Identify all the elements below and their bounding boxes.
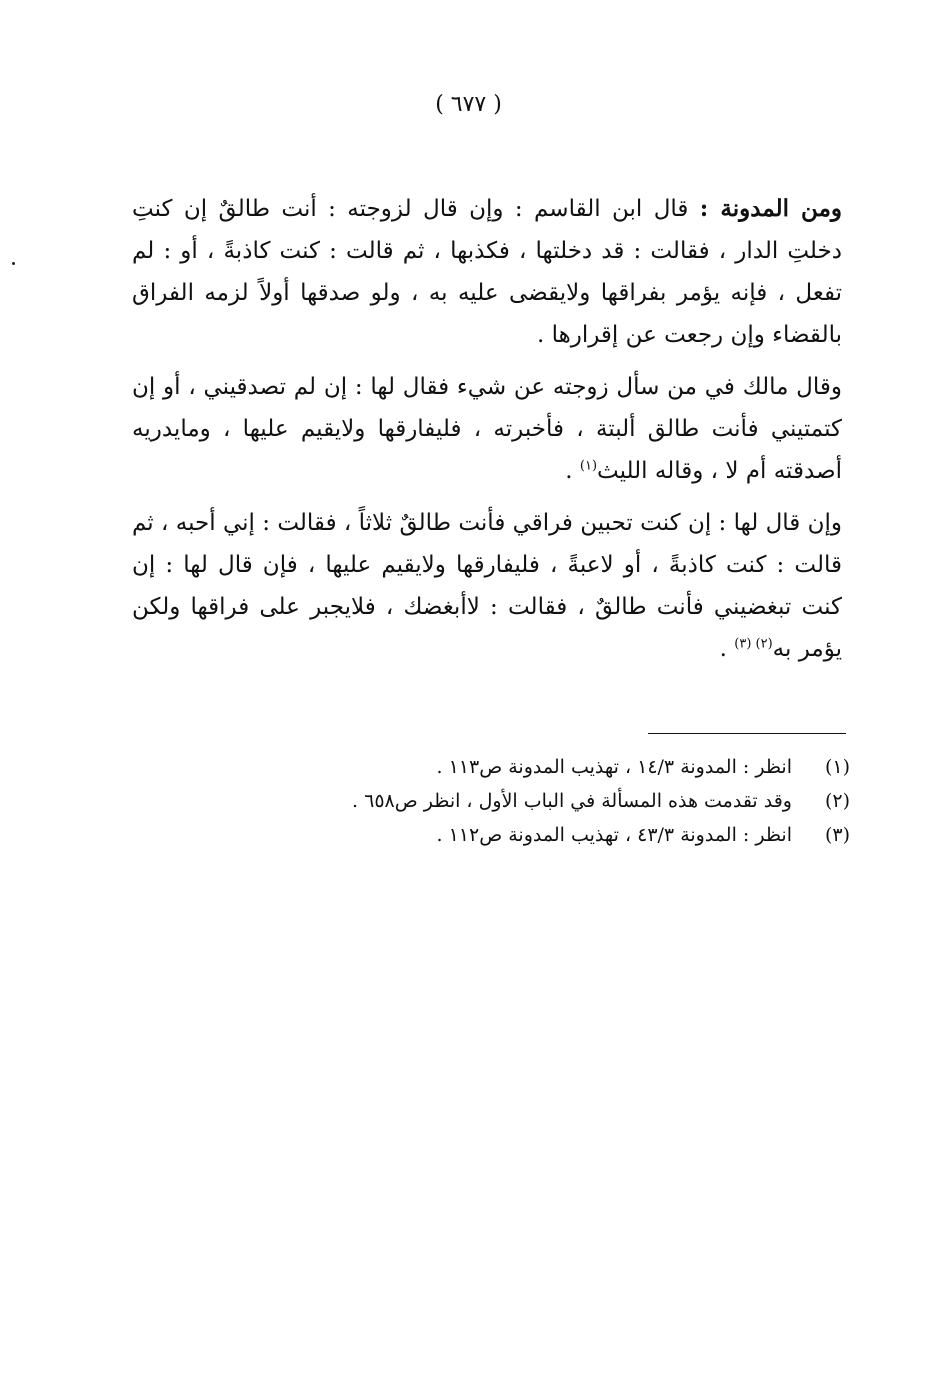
- paragraph-text: وإن قال لها : إن كنت تحبين فراقي فأنت طالقٌ ثلاثاً ، فقالت : إني أحبه ، ثم قالت : كنت كاذبةً ، أو لاعبةً ، فليفارقها ولايقيم عليها ، فإن قال لها : إن كنت تبغضيني فأنت طالقٌ ، فقالت : لاأبغضك ، فلايجبر على فراقها ولكن يؤمر به: [132, 510, 842, 662]
- footnote-text: وقد تقدمت هذه المسألة في الباب الأول ، انظر ص٦٥٨ .: [352, 790, 792, 812]
- footnote-text: انظر : المدونة ٤٣/٣ ، تهذيب المدونة ص١١٢ .: [436, 824, 792, 846]
- footnote-1: [300, 750, 850, 784]
- paragraph-text: قال ابن القاسم : وإن قال لزوجته : أنت طالقٌ إن كنتِ دخلتِ الدار ، فقالت : قد دخلتها ، فكذبها ، ثم قالت : كنت كاذبةً ، أو : لم تفعل ، فإنه يؤمر بفراقها ولايقضى عليه به ، ولو صدقها أولاً لزمه الفراق بالقضاء وإن رجعت عن إقرارها .: [132, 196, 842, 348]
- footnote-number: (٣): [824, 824, 850, 846]
- footnote-2: [300, 784, 850, 818]
- paragraph-3: وإن قال لها : إن كنت تحبين فراقي فأنت طالقٌ ثلاثاً ، فقالت : إني أحبه ، ثم قالت : كنت كاذبةً ، أو لاعبةً ، فليفارقها ولايقيم عليها ، فإن قال لها : إن كنت تبغضيني فأنت طالقٌ ، فقالت : لاأبغضك ، فلايجبر على فراقها ولكن يؤمر به$^{(٢) (٣)}$ .: [132, 510, 842, 662]
- paragraph-2: وقال مالك في من سأل زوجته عن شيء فقال لها : إن لم تصدقيني ، أو إن كتمتيني فأنت طالق ألبتة ، فأخبرته ، فليفارقها ولايقيم عليها ، ومايدريه أصدقته أم لا ، وقاله الليث$^{(١)}$ .: [132, 374, 842, 484]
- paragraph-1: [132, 188, 842, 356]
- page-number: ( ٦٧٧ ): [435, 92, 502, 117]
- footnote-ref: (٢) (٣): [734, 636, 773, 652]
- footnotes: [300, 750, 850, 852]
- footnote-number: (١): [824, 756, 850, 778]
- footnote-3: [300, 818, 850, 852]
- footnote-divider: [648, 733, 846, 734]
- section-lead: ومن المدونة :: [699, 195, 842, 222]
- main-text: [132, 188, 842, 680]
- footnote-number: (٢): [824, 790, 850, 812]
- footnote-text: انظر : المدونة ١٤/٣ ، تهذيب المدونة ص١١٣ .: [436, 756, 792, 778]
- paragraph-text: وقال مالك في من سأل زوجته عن شيء فقال لها : إن لم تصدقيني ، أو إن كتمتيني فأنت طالق ألبتة ، فأخبرته ، فليفارقها ولايقيم عليها ، ومايدريه أصدقته أم لا ، وقاله الليث: [132, 374, 842, 484]
- footnote-ref: (١): [579, 458, 598, 474]
- scan-speck: [12, 262, 15, 265]
